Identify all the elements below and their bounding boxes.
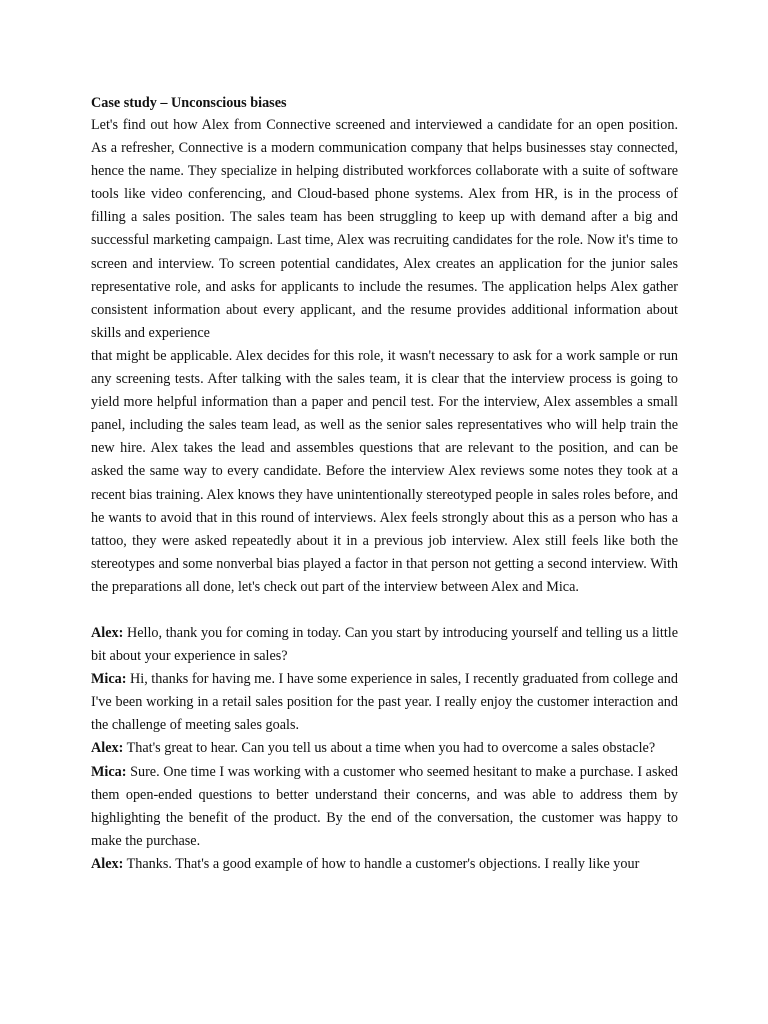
dialogue-text: Hi, thanks for having me. I have some experience in sales, I recently graduated from college and I've been working in a retail sales position for the past year. I really enjoy the customer interaction and the challenge of meeting sales goals.	[91, 671, 678, 734]
dialogue-turn	[91, 853, 678, 876]
intro-paragraph-2: that might be applicable. Alex decides for this role, it wasn't necessary to ask for a work sample or run any screening tests. After talking with the sales team, it is clear that the interview process is going to yield more helpful information than a paper and pencil test. For the interview, Alex assembles a small panel, including the sales team lead, as well as the senior sales representatives who will help train the new hire. Alex takes the lead and assembles questions that are relevant to the position, and can be asked the same way to every candidate. Before the interview Alex reviews some notes they took at a recent bias training. Alex knows they have unintentionally stereotyped people in sales roles before, and he wants to avoid that in this round of interviews. Alex feels strongly about this as a person who has a tattoo, they were asked repeatedly about it in a previous job interview. Alex still feels like both the stereotypes and some nonverbal bias played a factor in that person not getting a second interview. With the preparations all done, let's check out part of the interview between Alex and Mica.	[91, 347, 678, 595]
document-title: Case study – Unconscious biases	[91, 95, 287, 111]
dialogue-text: Hello, thank you for coming in today. Can you start by introducing yourself and telling us a little bit about your experience in sales?	[91, 624, 678, 665]
intro-paragraph-1: Let's find out how Alex from Connective screened and interviewed a candidate for an open position. As a refresher, Connective is a modern communication company that helps businesses stay connected, hence the name. They specialize in helping distributed workforces collaborate with a suite of software tools like video conferencing, and Cloud-based phone systems. Alex from HR, is in the process of filling a sales position. The sales team has been struggling to keep up with demand after a big and successful marketing campaign. Last time, Alex was recruiting candidates for the role. Now it's time to screen and interview. To screen potential candidates, Alex creates an application for the junior sales representative role, and asks for applicants to include the resumes. The application helps Alex gather consistent information about every applicant, and the resume provides additional information about skills and experience	[91, 117, 678, 341]
intro-section	[91, 114, 678, 599]
dialogue-turn	[91, 737, 678, 760]
speaker-name: Alex:	[91, 624, 124, 641]
dialogue-turn	[91, 761, 678, 853]
speaker-name: Alex:	[91, 740, 124, 757]
dialogue-text: Sure. One time I was working with a customer who seemed hesitant to make a purchase. I asked them open-ended questions to better understand their concerns, and was able to address them by highlighting the benefit of the product. By the end of the conversation, the customer was happy to make the purchase.	[91, 763, 678, 849]
speaker-name: Mica:	[91, 763, 127, 780]
dialogue-text: Thanks. That's a good example of how to handle a customer's objections. I really like your	[123, 855, 640, 872]
dialogue-turn	[91, 622, 678, 668]
interview-dialogue	[91, 622, 678, 876]
dialogue-text: That's great to hear. Can you tell us about a time when you had to overcome a sales obstacle?	[123, 740, 656, 757]
speaker-name: Alex:	[91, 855, 124, 872]
speaker-name: Mica:	[91, 671, 127, 688]
dialogue-turn	[91, 668, 678, 737]
document-body	[91, 92, 678, 876]
